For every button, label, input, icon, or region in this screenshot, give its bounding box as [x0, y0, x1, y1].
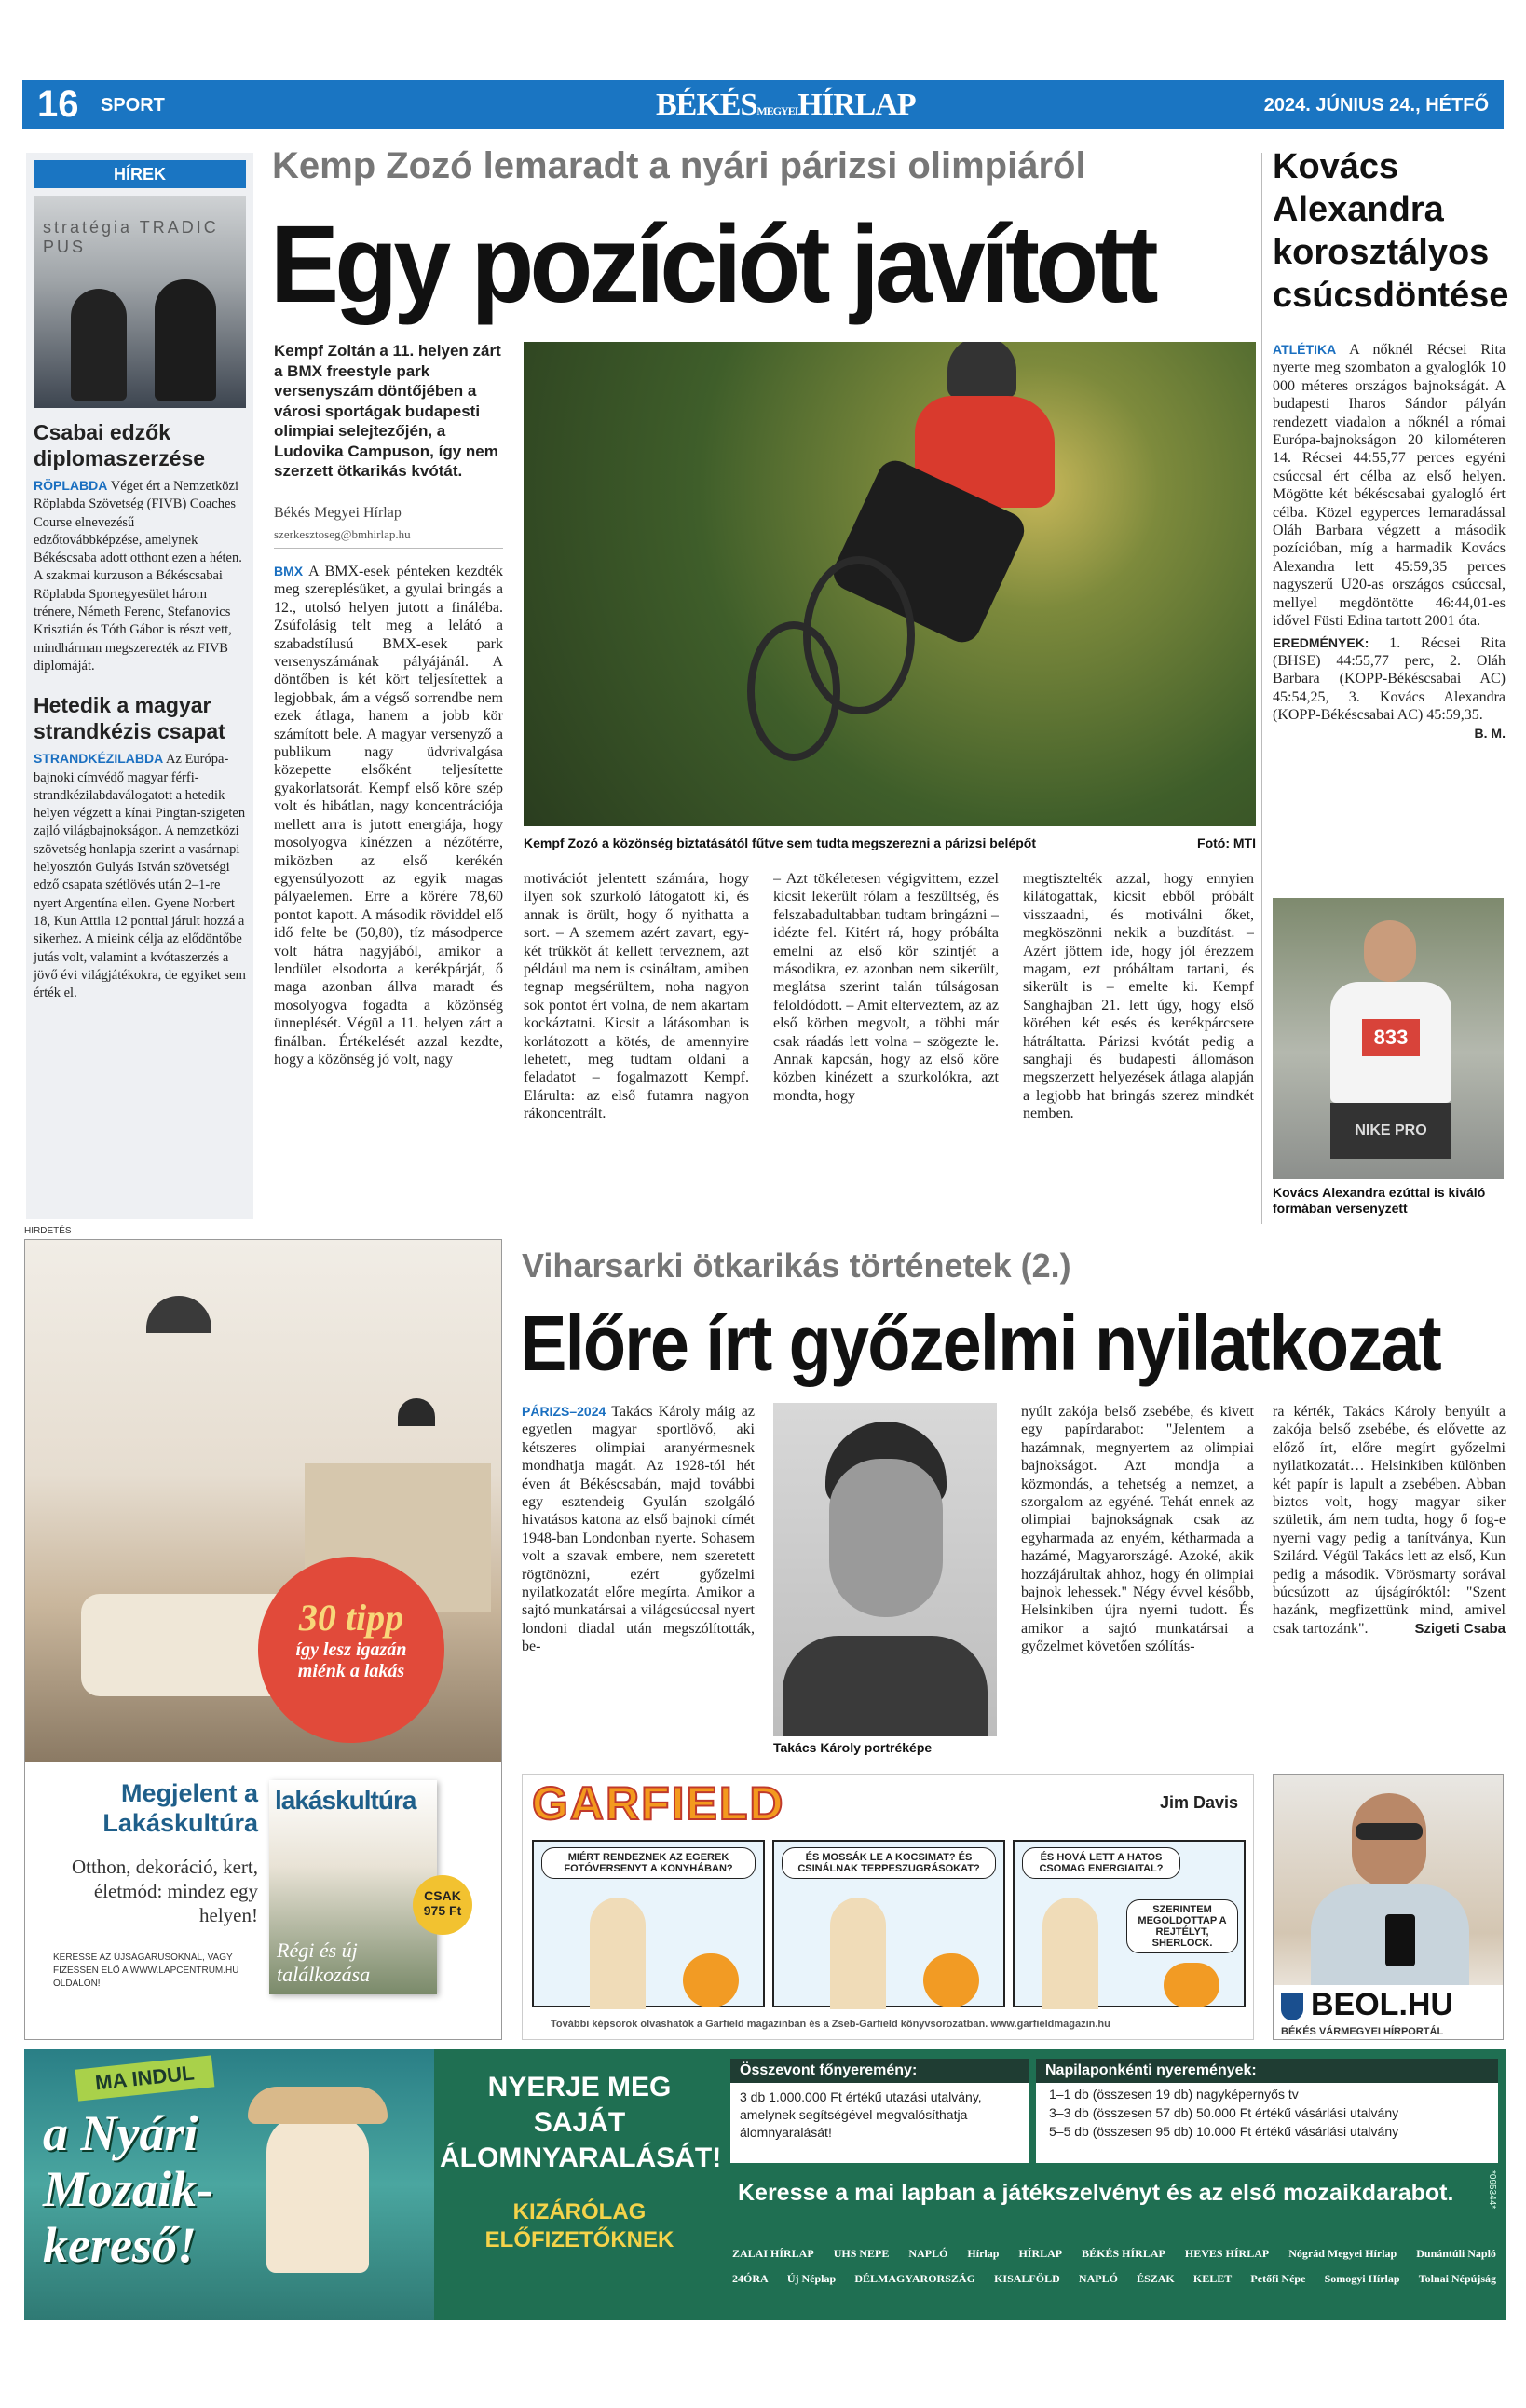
- sun-hat: [248, 2087, 388, 2124]
- main-column-3: – Azt tökéletesen végigvittem, ezzel kicsit lekerült rólam a feszültség, és felszabadultabban tudtam bringázni – idézte fel. Kitért rá, hogy próbálta emelni az első kör szintjét a másodikra, ez azonban nem sikerült, meglátsa szerint talán túlságosan feloldódott. – Amit elterveztem, az az első körben megvolt, a többi már csak ráadás lett volna – szögezte le. Annak kapcsán, hogy az első köre közben kinézett a szurkolókra, azt mondta, hogy: [773, 871, 999, 1104]
- lakaskultura-ad: [24, 1239, 502, 2040]
- ad-footer: KERESSE AZ ÚJSÁGÁRUSOKNÁL, VAGY FIZESSEN ELŐ A WWW.LAPCENTRUM.HU OLDALON!: [53, 1952, 239, 1989]
- main-headline: Egy pozíciót javított: [270, 203, 1154, 326]
- runner-shirt: [1330, 982, 1451, 1103]
- side-body: ATLÉTIKA A nőknél Récsei Rita nyerte meg szombaton a gyaloglók 10 000 méteres országos bajnokságát. A budapesti Iharos Sándor pályán rendezett viadalon a nőknél a római Európa-bajnokságon 20 kilométeren 14. Récsei 44:55,77 perces egyéni csúccsal ért célba az első helyen. Mögötte két békéscsabai gyalogló ért célba. Közel egyperces lemaradással Oláh Barbara végzett a második pozícióban, míg a harmadik Kovács Alexandra lett 45:59,35 perces nagyszerű U20-as országos csúccsal, mellyel megdöntötte 46:44,01-es idővel Füsti Edina tartott 2001 óta. EREDMÉNYEK: 1. Récsei Rita (BHSE) 44:55,77 perc, 2. Oláh Barbara (KOPP-Békéscsabai AC) 45:54,25, 3. Kovács Alexandra (KOPP-Békéscsabai AC) 45:59,35. B. M.: [1273, 342, 1506, 741]
- news-label: HÍREK: [34, 160, 246, 188]
- news-column: [26, 153, 253, 1219]
- news-item-body: STRANDKÉZILABDA Az Európa-bajnoki címvédő magyar férfi-strandkézilabdaválogatott a hetedik helyen végzett a kínai Pingtan-szigeten zajló világbajnokságon. A nemzetközi szövetség honlapja szerint a vasárnapi helyosztón Gulyás István szövetségi edző csapata szétlövés után 2–1-re nyert Argentína ellen. Gyene Norbert 18, Kun Attila 12 ponttal járult hozzá a sikerhez. A mieink célja az elődöntőbe jutás volt, valamint a kvótaszerzés a jövő évi világjátékokra, de egyiket sem érték el.: [34, 751, 246, 1001]
- person-silhouette: [155, 279, 216, 401]
- mozaik-ad: [24, 2049, 1506, 2320]
- runner-photo: [1273, 898, 1504, 1179]
- garfield-figure: [923, 1953, 979, 2007]
- ad-title: a Nyári Mozaik- kereső!: [43, 2105, 214, 2273]
- ad-label: HIRDETÉS: [24, 1226, 72, 1236]
- magazine-cover: lakáskultúra Régi és új találkozása: [269, 1780, 437, 1994]
- pendant-lamp: [398, 1398, 435, 1426]
- ad-headline: NYERJE MEG SAJÁT ÁLOMNYARALÁSÁT!: [440, 2072, 722, 2173]
- ad-code: *095344*: [1487, 2170, 1497, 2210]
- ma-indul-badge: MA INDUL: [75, 2055, 214, 2101]
- jon-figure: [830, 1898, 886, 2009]
- garfield-comic: [522, 1774, 1254, 2040]
- man-sunglasses: [1356, 1823, 1423, 1840]
- price-badge: CSAK 975 Ft: [413, 1875, 472, 1935]
- side-headline: Kovács Alexandra korosztályos csúcsdöntése: [1273, 147, 1509, 315]
- beol-shield-icon: [1281, 1993, 1303, 2020]
- person-silhouette: [71, 289, 127, 401]
- second-kicker: Viharsarki ötkarikás történetek (2.): [522, 1246, 1071, 1285]
- exclusive-label: KIZÁRÓLAG ELŐFIZETŐKNEK: [484, 2199, 674, 2252]
- man-head: [1352, 1793, 1426, 1886]
- main-lead: Kempf Zoltán a 11. helyen zárt a BMX freestyle park versenyszám döntőjében a városi sportágak budapesti olimpiai selejtezőjén, a Ludovika Campuson, így nem szerzett ötkarikás kvótát.: [274, 342, 501, 480]
- jon-figure: [590, 1898, 646, 2009]
- comic-panel-1: MIÉRT RENDEZNEK AZ EGEREK FOTÓVERSENYT A KONYHÁBAN?: [532, 1840, 765, 2007]
- runner-head: [1364, 920, 1416, 982]
- newspaper-logos: ZALAI HÍRLAP UHS NEPE NAPLÓ Hírlap HÍRLAP BÉKÉS HÍRLAP HEVES HÍRLAP Nógrád Megyei Hírlap Dunántúli Napló 24ÓRA Új Néplap DÉLMAGYARORSZÁG KISALFÖLD NAPLÓ ÉSZAK KELET Petőfi Népe Somogyi Hírlap Tolnai Népújság: [732, 2247, 1496, 2285]
- daily-prize-box: Napilaponkénti nyeremények: 1–1 db (összesen 19 db) nagyképernyős tv 3–3 db (összesen 57 db) 50.000 Ft értékű vásárlási utalvány 5–5 db (összesen 95 db) 10.000 Ft értékű vásárlási utalvány: [1036, 2059, 1498, 2163]
- main-author: Békés Megyei Hírlap: [274, 505, 402, 521]
- bike-wheel: [747, 621, 840, 761]
- main-column-4: megtisztelték azzal, hogy ennyien kilátogattak, kicsit ebből próbált visszaadni, és motiválni őket, megköszönni nekik a buzdítást. – Azért jöttem ide, hogy jól érezzem magam, ezt próbáltam tartani, és sikerült is – emelte ki. Kempf Sanghajban 21. lett úgy, hogy első körében két esés és kerékpárcsere hátráltatta. Párizsi kvótát pedig a sanghaji és budapesti állomáson megszerzett helyezések átlaga alapján a legjobb hat bringás szerez mindkét nemben.: [1023, 871, 1254, 1122]
- news-photo: stratégia TRADIC PUS: [34, 196, 246, 408]
- ad-cta: Keresse a mai lapban a játékszelvényt és az első mozaikdarabot.: [738, 2180, 1454, 2206]
- page-header: [22, 80, 1504, 129]
- beol-ad: [1273, 1774, 1504, 2040]
- comic-panel-2: ÉS MOSSÁK LE A KOCSIMAT? ÉS CSINÁLNAK TERPESZUGRÁSOKAT?: [772, 1840, 1005, 2007]
- runner-shorts: NIKE PRO: [1330, 1103, 1451, 1159]
- news-item-title: Hetedik a magyar strandkézis csapat: [34, 693, 225, 744]
- woman-figure: [266, 2115, 369, 2273]
- second-column-1: PÁRIZS–2024 Takács Károly máig az egyetlen magyar sportlövő, aki kétszeres olimpiai aranyérmesnek mondhatja magát. Az 1928-tól hét éven át Békéscsabán, majd további egy esztendeig Gyulán szolgáló hivatásos katona az első bajnoki címét 1948-ban Londonban nyerte. Sohasem volt a szavak embere, nem szeretett rögtönözni, ezért győzelmi nyilatkozatát előre megírta. Amikor a sajtó munkatársai a világcsúccsal nyert londoni diadal után megszólították, be-: [522, 1404, 755, 1655]
- daily-prize-item: 3–3 db (összesen 57 db) 50.000 Ft értékű vásárlási utalvány: [1049, 2105, 1399, 2120]
- ad-title: Megjelent a Lakáskultúra: [102, 1779, 258, 1837]
- daily-prize-item: 1–1 db (összesen 19 db) nagyképernyős tv: [1049, 2087, 1299, 2102]
- phone: [1385, 1914, 1415, 1966]
- second-headline: Előre írt győzelmi nyilatkozat: [520, 1299, 1440, 1387]
- second-column-3: ra kérték, Takács Károly benyúlt a zakója belső zsebébe, és elővette az előző írt, előre megírt győzelmi nyilatkozatát… Helsinkiben különben két papír is lapult a zsebében. Abban biztos volt, hogy magyar siker születik, ám nem tudta, hogy ő fog-e nyerni vagy pedig a tanítványa, Kun Szilárd. Végül Takács lett az első, Kun pedig a második. Vörösmarty sorával búcsúzott az újságíróktól: "Szent hazánk, megfizettünk mind, amivel csak tartozánk". Szigeti Csaba: [1273, 1404, 1506, 1637]
- side-photo-caption: Kovács Alexandra ezúttal is kiváló formában versenyzett: [1273, 1185, 1486, 1216]
- page-number: 16: [37, 84, 79, 125]
- bmx-photo: [524, 342, 1256, 826]
- jon-figure: [1042, 1898, 1098, 2009]
- second-column-2: nyúlt zakója belső zsebébe, és kivett egy papírdarabot: "Jelentem a hazámnak, megnyertem az olimpiai bajnokságot. Azt mondja a közmondás, a tehetség a nemzet, a szorgalom az egyéné. Tehát ennek az olimpiai bajnokságnak csak az egyharmada az enyém, kétharmada a hazámé, Magyarországé. Azoké, akik hozzájárultak ahhoz, hogy én olimpiai bajnok lehessek." Négy évvel később, Helsinkiben újra nyerni tudott. És amikor a sajtó munkatársai a győzelmet követően szólítás-: [1021, 1404, 1254, 1655]
- daily-prize-item: 5–5 db (összesen 95 db) 10.000 Ft értékű vásárlási utalvány: [1049, 2124, 1399, 2139]
- side-divider: [1261, 153, 1262, 1224]
- main-column-2: motivációt jelentett számára, hogy ilyen sok szurkoló látogatott ki, és annak is örült, hogy ő nyithatta a sort. – A szemem azért zavart, egy-két trükköt át kellett terveznem, azt például ma nem is csináltam, amiben tegnap megsérültem, noha nagyon sok pontot ért volna, de nem akartam kockáztatni. Kicsit a látásomban is korlátozott a kötés, de amennyire lehetett, meg tudtam oldani a feladatot – fogalmazott Kempf. Elárulta: az első futamra nagyon rákoncentrált.: [524, 871, 749, 1122]
- pendant-lamp: [146, 1296, 211, 1333]
- section-name: SPORT: [101, 95, 165, 116]
- prize-box: Összevont főnyeremény: 3 db 1.000.000 Ft értékű utazási utalvány, amelynek segítségével megvalósíthatja álomnyaralását!: [730, 2059, 1029, 2163]
- comic-panel-3: ÉS HOVÁ LETT A HATOS CSOMAG ENERGIAITAL? SZERINTEM MEGOLDOTTAP A REJTÉLYT, SHERLOCK.: [1013, 1840, 1246, 2007]
- comic-footer: További képsorok olvashatók a Garfield magazinban és a Zseb-Garfield könyvsorozatban. www.garfieldmagazin.hu: [551, 2019, 1110, 2030]
- ad-subtitle: Otthon, dekoráció, kert, életmód: mindez egy helyen!: [71, 1856, 258, 1926]
- comic-author: Jim Davis: [1159, 1793, 1238, 1812]
- news-item-body: RÖPLABDA Véget ért a Nemzetközi Röplabda Szövetség (FIVB) Coaches Course elnevezésű edzőtovábbképzése, amelynek Békéscsaba adott otthont ezen a héten. A szakmai kurzuson a Békéscsabai Röplabda Sportegyesület három trénere, Németh Ferenc, Stefanovics Krisztián és Tóth Gábor is részt vett, mindhárman megszerezték az FIVB diplomáját.: [34, 478, 242, 673]
- portrait-face: [829, 1459, 943, 1617]
- garfield-figure: [1164, 1963, 1219, 2007]
- portrait-suit: [783, 1636, 988, 1736]
- portrait-photo: [773, 1403, 997, 1736]
- masthead: BÉKÉSMEGYEIHÍRLAP: [656, 88, 916, 122]
- garfield-figure: [683, 1953, 739, 2007]
- news-item-title: Csabai edzők diplomaszerzése: [34, 420, 206, 470]
- portrait-caption: Takács Károly portréképe: [773, 1740, 933, 1755]
- photo-caption: Kempf Zozó a közönség biztatásától fűtve sem tudta megszerezni a párizsi belépőt: [524, 836, 1036, 850]
- tips-badge: 30 tipp így lesz igazán miénk a lakás: [258, 1557, 444, 1743]
- main-email: szerkesztoseg@bmhirlap.hu: [274, 527, 411, 541]
- photo-credit: Fotó: MTI: [1197, 836, 1256, 850]
- race-bib: 833: [1362, 1019, 1420, 1056]
- rider-helmet: [947, 342, 1016, 398]
- divider: [274, 548, 503, 549]
- main-kicker: Kemp Zozó lemaradt a nyári párizsi olimpiáról: [272, 145, 1086, 186]
- comic-title: GARFIELD: [532, 1777, 785, 1830]
- main-column-1: BMX A BMX-esek pénteken kezdték meg szereplésüket, a gyulai bringás a 12., utolsó helyen jutott a fináléba. Zsúfolásig telt meg a lelátó a szabadstílusú BMX-esek park versenyszámának pályájánál. A döntőben is két kört teljesítettek a legjobbak, ám a végső sorrendbe nem ezek átlaga, hanem a jobb kör számított bele. A magyar versenyző a publikum nagy üdvrivalgása közepette elsőként teljesítette gyakorlatsorát. Kempf első köre szép volt és hibátlan, nagy koncentrációja mellett arra is jutott energiája, hogy mosolyogva kinézzen a nézőtérre, miközben az első kerékén egyensúlyozott az egyik magas pályaelemen. Erre a körére 78,60 pontot kapott. A második röviddel elő idő felte be (50,80), tíz másodperce volt hátra nagyjából, amikor a lendület elsodorta a kerékpárját, ő maga azonban állva maradt és mosolyogva fogadta a közönség ünneplését. Végül a 11. helyen zárt a finálban. Értékelését azzal kezdte, hogy a közönség jó volt, nagy: [274, 564, 503, 1068]
- beol-logo-bar: BEOL.HU BÉKÉS VÁRMEGYEI HÍRPORTÁL: [1274, 1985, 1504, 2040]
- issue-date: 2024. JÚNIUS 24., HÉTFŐ: [1263, 95, 1489, 116]
